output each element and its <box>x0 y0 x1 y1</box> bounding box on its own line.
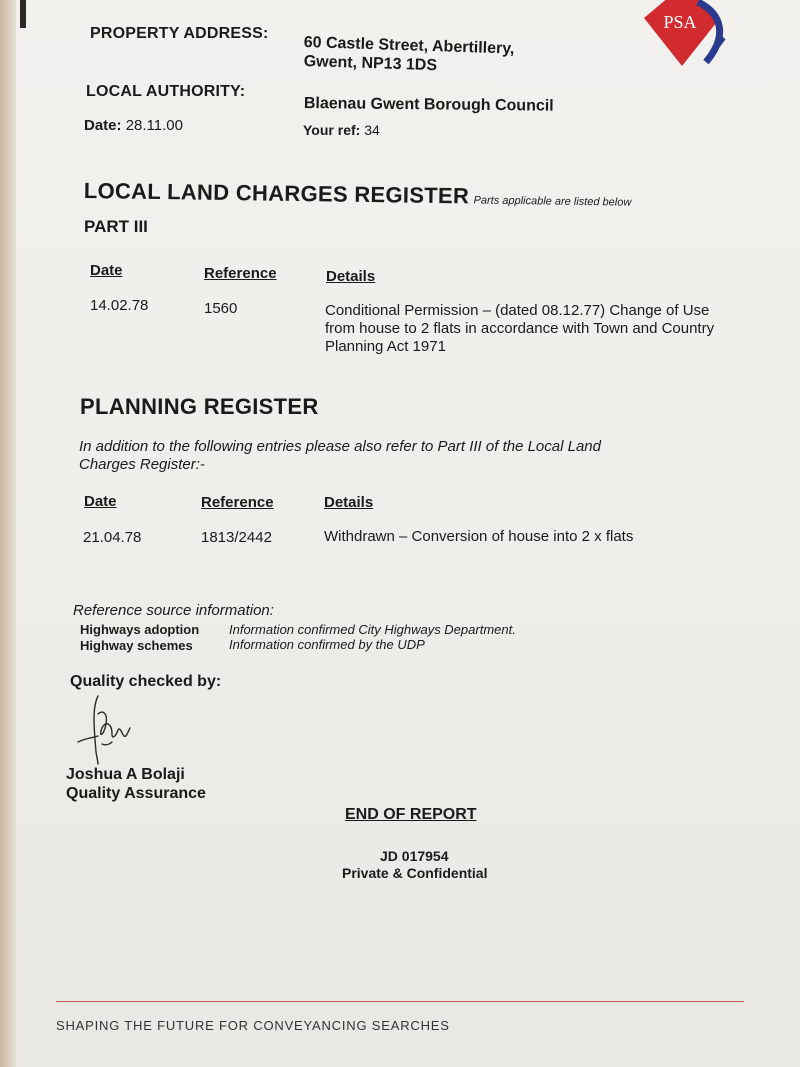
confidential-label: Private & Confidential <box>342 865 488 881</box>
reference-source-key: Highways adoption <box>80 622 200 637</box>
llc-row-details <box>325 302 714 356</box>
end-of-report: END OF REPORT <box>345 806 477 823</box>
date-field <box>84 117 183 134</box>
logo-text: PSA <box>663 12 697 32</box>
footer-tagline: SHAPING THE FUTURE FOR CONVEYANCING SEARCHES <box>56 1018 450 1033</box>
llc-col-date: Date <box>90 262 123 279</box>
llc-row-date: 14.02.78 <box>90 297 149 314</box>
llc-col-reference: Reference <box>204 265 277 282</box>
binder-mark <box>20 0 26 28</box>
planning-col-date: Date <box>84 493 117 510</box>
page-edge <box>0 0 16 1067</box>
local-authority-value: Blaenau Gwent Borough Council <box>303 95 554 115</box>
planning-row-details: Withdrawn – Conversion of house into 2 x flats <box>324 528 634 545</box>
psa-logo <box>636 0 736 70</box>
your-ref-label: Your ref: <box>303 122 361 138</box>
signature-image <box>68 694 138 766</box>
quality-role: Quality Assurance <box>66 785 206 802</box>
property-address-line1: 60 Castle Street, Abertillery, <box>303 34 515 58</box>
your-ref-field <box>303 122 380 138</box>
your-ref-value: 34 <box>364 122 380 138</box>
property-address-label: PROPERTY ADDRESS: <box>90 25 269 42</box>
planning-col-details: Details <box>324 494 374 511</box>
llc-row-details-line: Planning Act 1971 <box>325 338 446 355</box>
local-authority-label: LOCAL AUTHORITY: <box>86 83 246 100</box>
planning-row-reference: 1813/2442 <box>201 529 272 546</box>
property-address-line2: Gwent, NP13 1DS <box>303 53 438 75</box>
reference-source-value: Information confirmed City Highways Department. <box>229 622 516 637</box>
footer-divider <box>56 1001 744 1002</box>
date-value: 28.11.00 <box>125 117 183 134</box>
llc-row-details-line: Conditional Permission – (dated 08.12.77) Change of Use <box>325 302 710 319</box>
reference-source-value: Information confirmed by the UDP <box>229 637 425 652</box>
planning-row-date: 21.04.78 <box>83 529 142 546</box>
llc-part: PART III <box>84 217 148 236</box>
llc-note: Parts applicable are listed below <box>473 194 632 209</box>
planning-intro-line: In addition to the following entries please also refer to Part III of the Local Land <box>79 438 601 455</box>
planning-title: PLANNING REGISTER <box>80 394 319 419</box>
reference-source-key: Highway schemes <box>80 638 193 653</box>
llc-row-details-line: from house to 2 flats in accordance with Town and Country <box>325 320 715 337</box>
llc-col-details: Details <box>326 268 376 285</box>
date-label: Date: <box>84 117 122 134</box>
planning-intro-line: Charges Register:- <box>79 456 205 473</box>
llc-title: LOCAL LAND CHARGES REGISTER <box>83 178 470 209</box>
reference-source-heading: Reference source information: <box>73 602 274 619</box>
planning-intro <box>79 438 601 474</box>
quality-name: Joshua A Bolaji <box>66 766 185 783</box>
quality-heading: Quality checked by: <box>70 673 222 690</box>
job-ref: JD 017954 <box>380 848 449 864</box>
planning-col-reference: Reference <box>201 494 274 511</box>
llc-row-reference: 1560 <box>204 300 238 317</box>
